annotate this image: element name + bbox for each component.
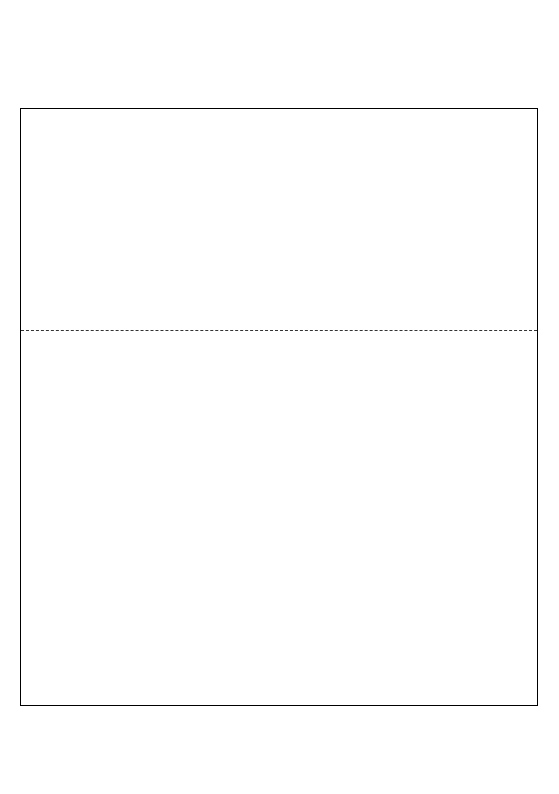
- section-divider: [21, 330, 537, 331]
- notes-box: [20, 108, 538, 706]
